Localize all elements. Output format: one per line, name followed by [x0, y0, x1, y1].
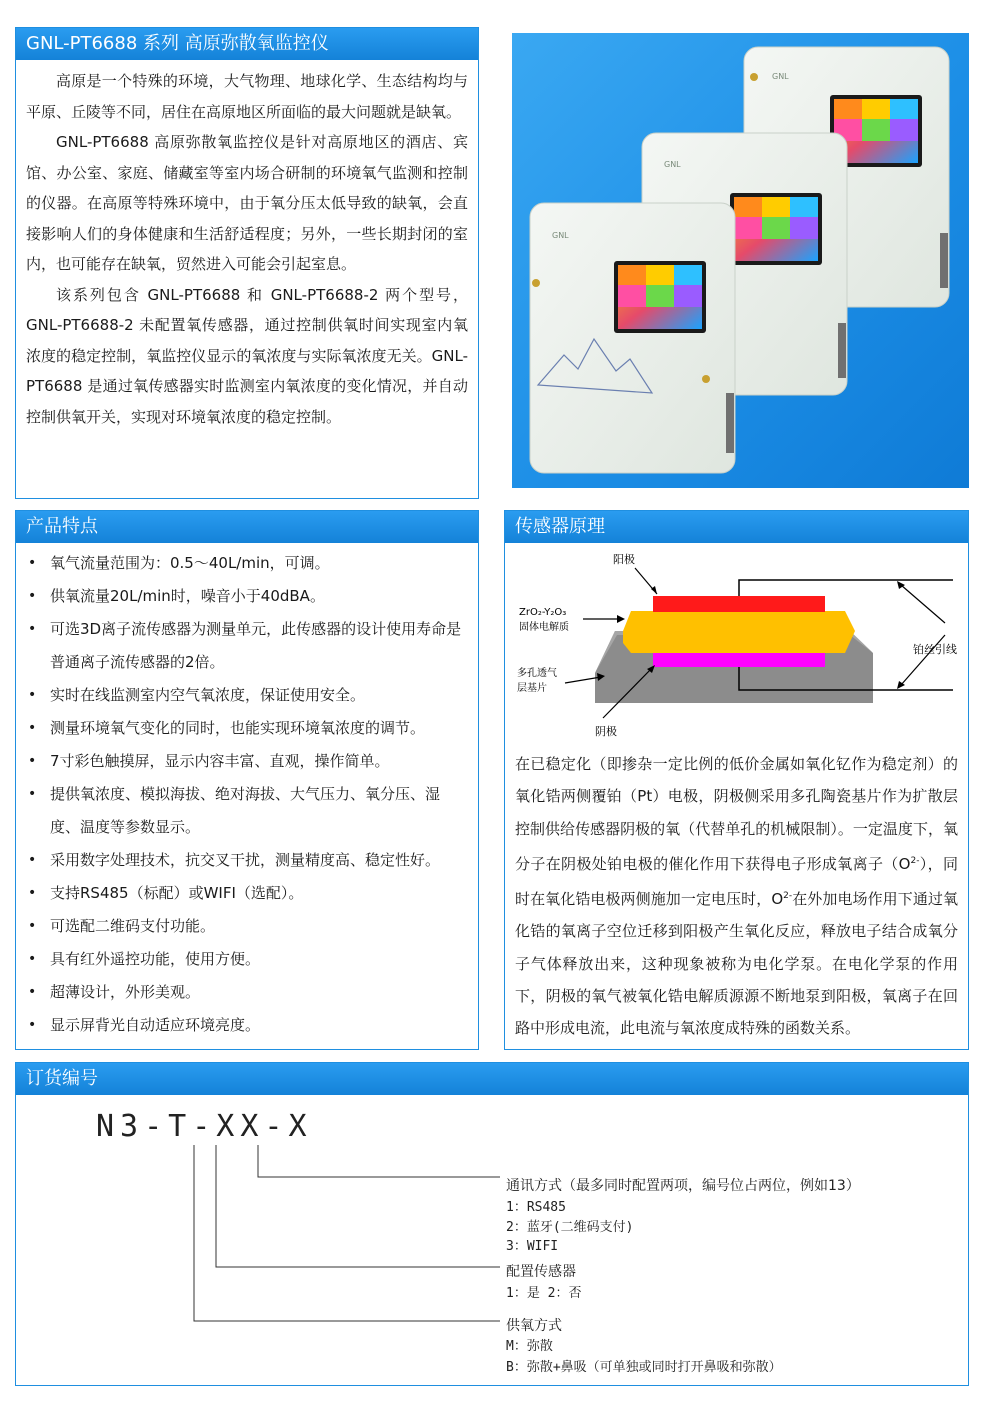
label-anode: 阳极: [613, 553, 635, 566]
supply-option: M：弥散: [506, 1339, 553, 1354]
sensor-panel: [504, 510, 969, 1050]
comm-option: 3：WIFI: [506, 1239, 559, 1254]
comm-title: 通讯方式（最多同时配置两项，编号位占两位，例如13）: [506, 1178, 860, 1194]
order-title: 订货编号: [16, 1063, 968, 1095]
device-logo-back: GNL: [772, 72, 789, 81]
feature-item: • 氧气流量范围为：0.5～40L/min，可调。: [28, 547, 468, 580]
label-substrate-1: 多孔透气: [517, 668, 557, 679]
intro-title: GNL-PT6688 系列 高原弥散氧监控仪: [16, 28, 478, 60]
device-logo-middle: GNL: [664, 160, 681, 169]
anode-layer: [653, 596, 825, 612]
supply-title: 供氧方式: [506, 1318, 562, 1334]
feature-item: • 显示屏背光自动适应环境亮度。: [28, 1009, 468, 1042]
label-electrolyte-1: ZrO₂-Y₂O₃: [519, 607, 567, 618]
product-photo: [512, 33, 969, 488]
features-title: 产品特点: [16, 511, 478, 543]
label-platinum-wire: 铂丝引线: [913, 643, 957, 656]
supply-option: B：弥散+鼻吸（可单独或同时打开鼻吸和弥散）: [506, 1360, 782, 1375]
feature-item: • 具有红外遥控功能，使用方便。: [28, 943, 468, 976]
comm-option: 1：RS485: [506, 1200, 566, 1215]
feature-item: • 可选配二维码支付功能。: [28, 910, 468, 943]
feature-item: • 超薄设计，外形美观。: [28, 976, 468, 1009]
intro-paragraph-3: 该系列包含 GNL-PT6688 和 GNL-PT6688-2 两个型号，GNL-PT6688-2 未配置氧传感器，通过控制供氧时间实现室内氧浓度的稳定控制，氧监控仪显示的氧浓度与实际氧浓度无关。GNL-PT6688 是通过氧传感器实时监测室内氧浓度的变化情况，并自动控制供氧开关，实现对环境氧浓度的稳定控制。: [26, 285, 468, 426]
intro-body: [16, 60, 478, 432]
intro-paragraph-2: GNL-PT6688 高原弥散氧监控仪是针对高原地区的酒店、宾馆、办公室、家庭、储藏室等室内场合研制的环境氧气监测和控制的仪器。在高原等特殊环境中，由于氧分压太低导致的缺氧，会直接影响人们的身体健康和生活舒适程度；另外，一些长期封闭的室内，也可能存在缺氧，贸然进入可能会引起室息。: [26, 133, 468, 273]
order-panel: [15, 1062, 969, 1386]
device-logo-front: GNL: [552, 231, 569, 240]
electrolyte-layer: [623, 611, 855, 653]
sensor-description: 在已稳定化（即掺杂一定比例的低价金属如氧化钇作为稳定剂）的氧化锆两侧覆铂（Pt）电极，阴极侧采用多孔陶瓷基片作为扩散层控制供给传感器阴极的氧（代替单孔的机械限制）。一定温度下，氧分子在阴极处铂电极的催化作用下获得电子形成氧离子$(O^{2-})$，同时在氧化锆电极两侧施加一定电压时，$O^{2-}$在外加电场作用下通过氧化锆的氧离子空位迁移到阳极产生氧化反应，释放电子结合成氧分子气体释放出来，这种现象被称为电化学泵。在电化学泵的作用下，阴极的氧气被氧化锆电解质源源不断地泵到阳极，氧离子在回路中形成电流，此电流与氧浓度成特殊的函数关系。: [515, 755, 958, 1038]
sensor-diagram: [505, 543, 968, 748]
label-substrate-2: 层基片: [517, 683, 547, 694]
feature-item: • 支持RS485（标配）或WIFI（选配）。: [28, 877, 468, 910]
feature-item: • 可选3D离子流传感器为测量单元，此传感器的设计使用寿命是普通离子流传感器的2倍。: [28, 613, 468, 679]
sensor-config-options: 1：是 2：否: [506, 1286, 582, 1301]
cathode-layer: [653, 653, 825, 667]
feature-item: • 测量环境氧气变化的同时，也能实现环境氧浓度的调节。: [28, 712, 468, 745]
lead-wire-top: [739, 580, 953, 596]
feature-item: • 7寸彩色触摸屏，显示内容丰富、直观，操作简单。: [28, 745, 468, 778]
intro-paragraph-1: 高原是一个特殊的环境，大气物理、地球化学、生态结构均与平原、丘陵等不同，居住在高原地区所面临的最大问题就是缺氧。: [26, 72, 468, 121]
device-front: [530, 203, 735, 473]
features-panel: [15, 510, 479, 1050]
label-electrolyte-2: 固体电解质: [519, 622, 569, 633]
sensor-title: 传感器原理: [505, 511, 968, 543]
product-devices-illustration: [512, 33, 969, 488]
comm-option: 2：蓝牙(二维码支付): [506, 1220, 634, 1235]
feature-item: • 提供氧浓度、模拟海拔、绝对海拔、大气压力、氧分压、湿度、温度等参数显示。: [28, 778, 468, 844]
label-cathode: 阴极: [595, 725, 617, 738]
sensor-config-title: 配置传感器: [506, 1264, 576, 1280]
feature-item: • 实时在线监测室内空气氧浓度，保证使用安全。: [28, 679, 468, 712]
feature-item: • 采用数字处理技术，抗交叉干扰，测量精度高、稳定性好。: [28, 844, 468, 877]
intro-panel: [15, 27, 479, 499]
feature-item: • 供氧流量20L/min时，噪音小于40dBA。: [28, 580, 468, 613]
order-code: N3-T-XX-X: [96, 1109, 313, 1144]
feature-list: [16, 543, 478, 1042]
